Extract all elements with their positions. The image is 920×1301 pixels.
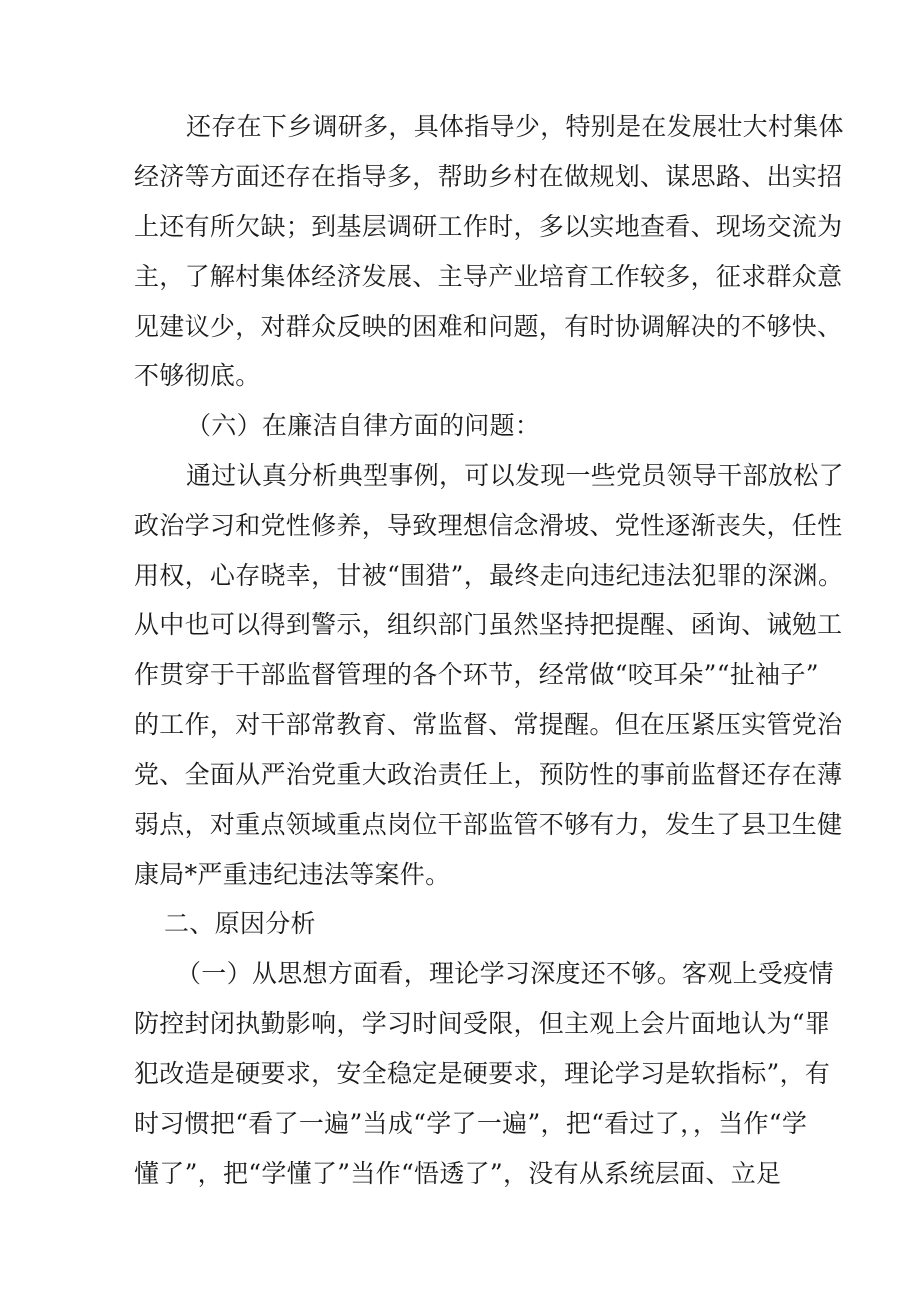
paragraph-line: 用权，心存晓幸，甘被“围猎”，最终走向违纪违法犯罪的深渊。 xyxy=(134,561,844,590)
paragraph-line: 主，了解村集体经济发展、主导产业培育工作较多，征求群众意 xyxy=(134,262,843,291)
paragraph-line: 从中也可以得到警示，组织部门虽然坚持把提醒、函询、诫勉工 xyxy=(134,610,843,639)
paragraph-line: 作贯穿于干部监督管理的各个环节，经常做“咬耳朵”“扯袖子” xyxy=(134,660,819,689)
paragraph-line: 通过认真分析典型事例，可以发现一些党员领导干部放松了 xyxy=(186,461,844,490)
paragraph-line: 懂了”，把“学懂了”当作“悟透了”，没有从系统层面、立足 xyxy=(134,1159,782,1188)
paragraph-line: 犯改造是硬要求，安全稳定是硬要求，理论学习是软指标”，有 xyxy=(134,1059,831,1088)
paragraph-line: 的工作，对干部常教育、常监督、常提醒。但在压紧压实管党治 xyxy=(134,710,843,739)
paragraph-line: （一）从思想方面看，理论学习深度还不够。客观上受疫情 xyxy=(176,959,834,988)
paragraph-line: 还存在下乡调研多，具体指导少，特别是在发展壮大村集体 xyxy=(186,112,844,141)
paragraph-line: 经济等方面还存在指导多，帮助乡村在做规划、谋思路、出实招 xyxy=(134,162,843,191)
paragraph-line: 弱点，对重点领域重点岗位干部监管不够有力，发生了县卫生健 xyxy=(134,810,843,839)
section-heading: 二、原因分析 xyxy=(164,909,316,938)
paragraph-line: 党、全面从严治党重大政治责任上，预防性的事前监督还存在薄 xyxy=(134,760,843,789)
paragraph-line: 不够彻底。 xyxy=(134,361,261,390)
paragraph-line: 上还有所欠缺；到基层调研工作时，多以实地查看、现场交流为 xyxy=(134,212,843,241)
paragraph-line: 防控封闭执勤影响，学习时间受限，但主观上会片面地认为“罪 xyxy=(134,1009,831,1038)
paragraph-line: 政治学习和党性修养，导致理想信念滑坡、党性逐渐丧失，任性 xyxy=(134,511,843,540)
section-heading: （六）在廉洁自律方面的问题： xyxy=(186,411,541,440)
paragraph-line: 康局*严重违纪违法等案件。 xyxy=(134,860,451,889)
paragraph-line: 时习惯把“看了一遍”当成“学了一遍”，把“看过了，，当作“学 xyxy=(134,1109,808,1138)
paragraph-line: 见建议少，对群众反映的困难和问题，有时协调解决的不够快、 xyxy=(134,312,843,341)
